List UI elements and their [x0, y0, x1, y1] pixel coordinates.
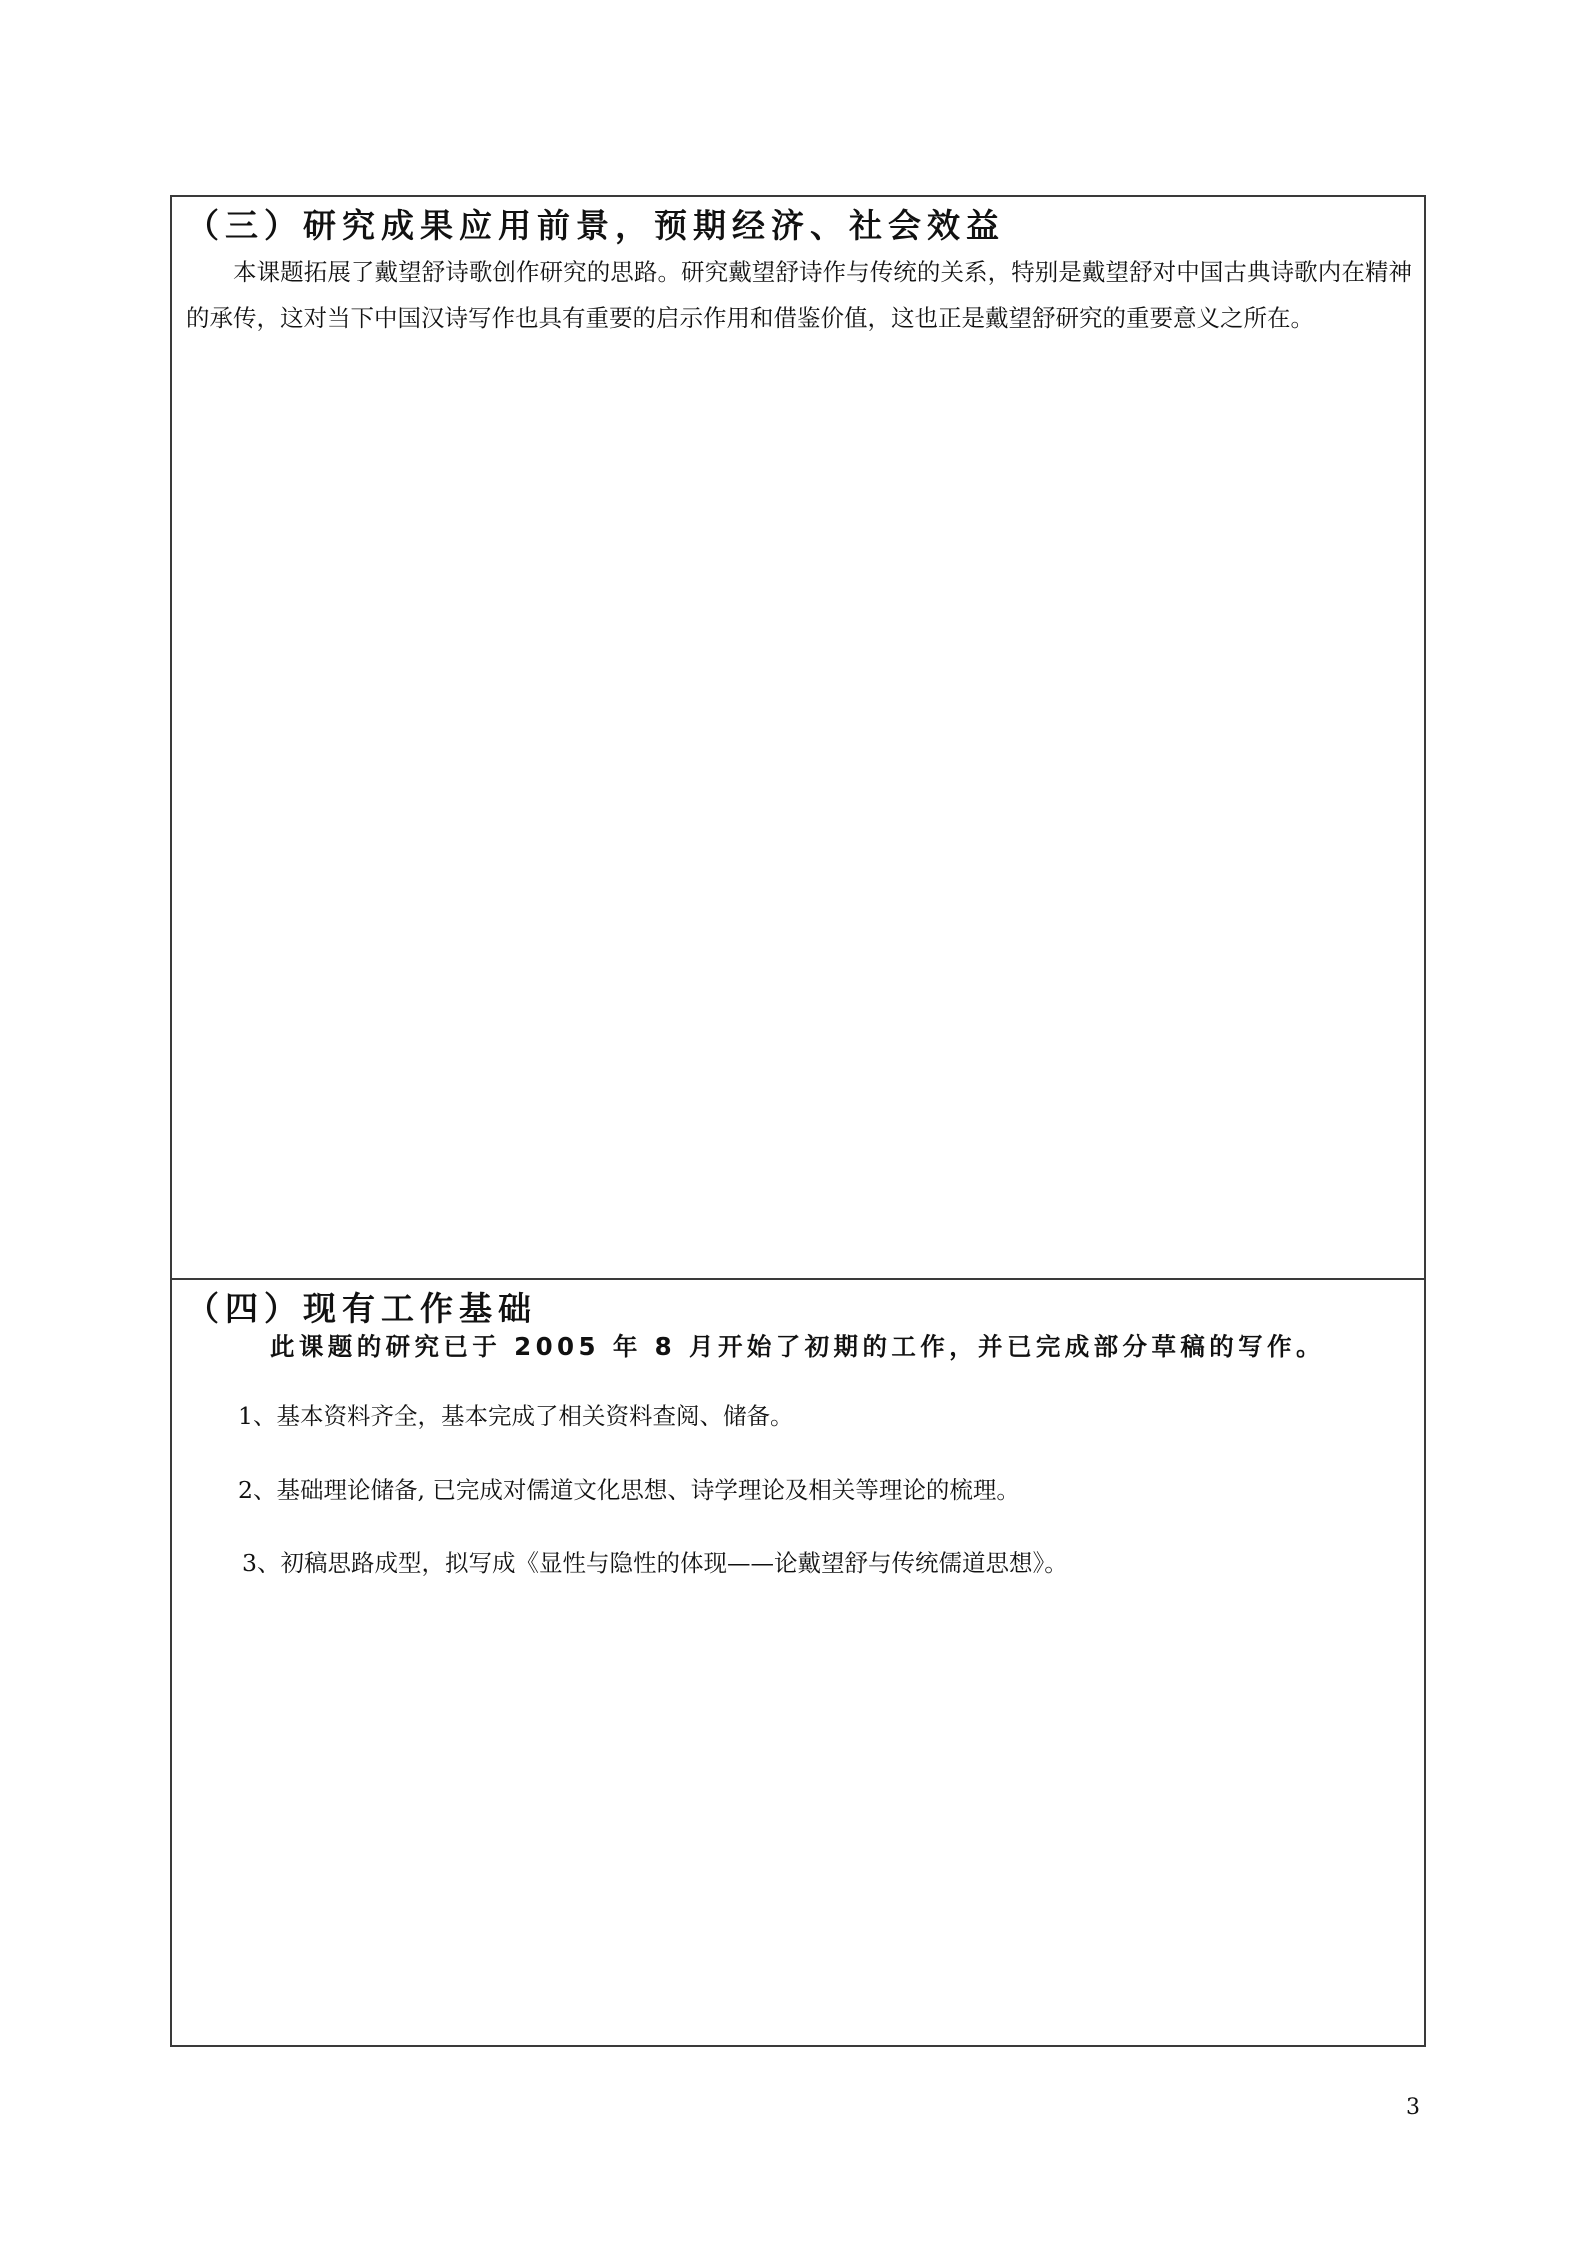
- section-three-body: 本课题拓展了戴望舒诗歌创作研究的思路。研究戴望舒诗作与传统的关系，特别是戴望舒对中国古典诗歌内在精神的承传，这对当下中国汉诗写作也具有重要的启示作用和借鉴价值，这也正是戴望舒研究的重要意义之所在。: [186, 258, 1412, 332]
- section-application-prospects: [172, 197, 1424, 1280]
- section-existing-work: [172, 1280, 1424, 2047]
- list-item: 3、初稿思路成型，拟写成《显性与隐性的体现——论戴望舒与传统儒道思想》。: [242, 1549, 1068, 1577]
- section-four-lead: 此课题的研究已于 2005 年 8 月开始了初期的工作，并已完成部分草稿的写作。: [270, 1332, 1325, 1361]
- page-number: 3: [1406, 2095, 1420, 2120]
- application-form-table: [170, 195, 1426, 2047]
- list-item: 2、基础理论储备, 已完成对儒道文化思想、诗学理论及相关等理论的梳理。: [238, 1476, 1020, 1504]
- section-four-title: （四）现有工作基础: [186, 1289, 537, 1328]
- list-item: 1、基本资料齐全，基本完成了相关资料查阅、储备。: [238, 1402, 794, 1430]
- section-three-title: （三）研究成果应用前景，预期经济、社会效益: [186, 206, 1005, 245]
